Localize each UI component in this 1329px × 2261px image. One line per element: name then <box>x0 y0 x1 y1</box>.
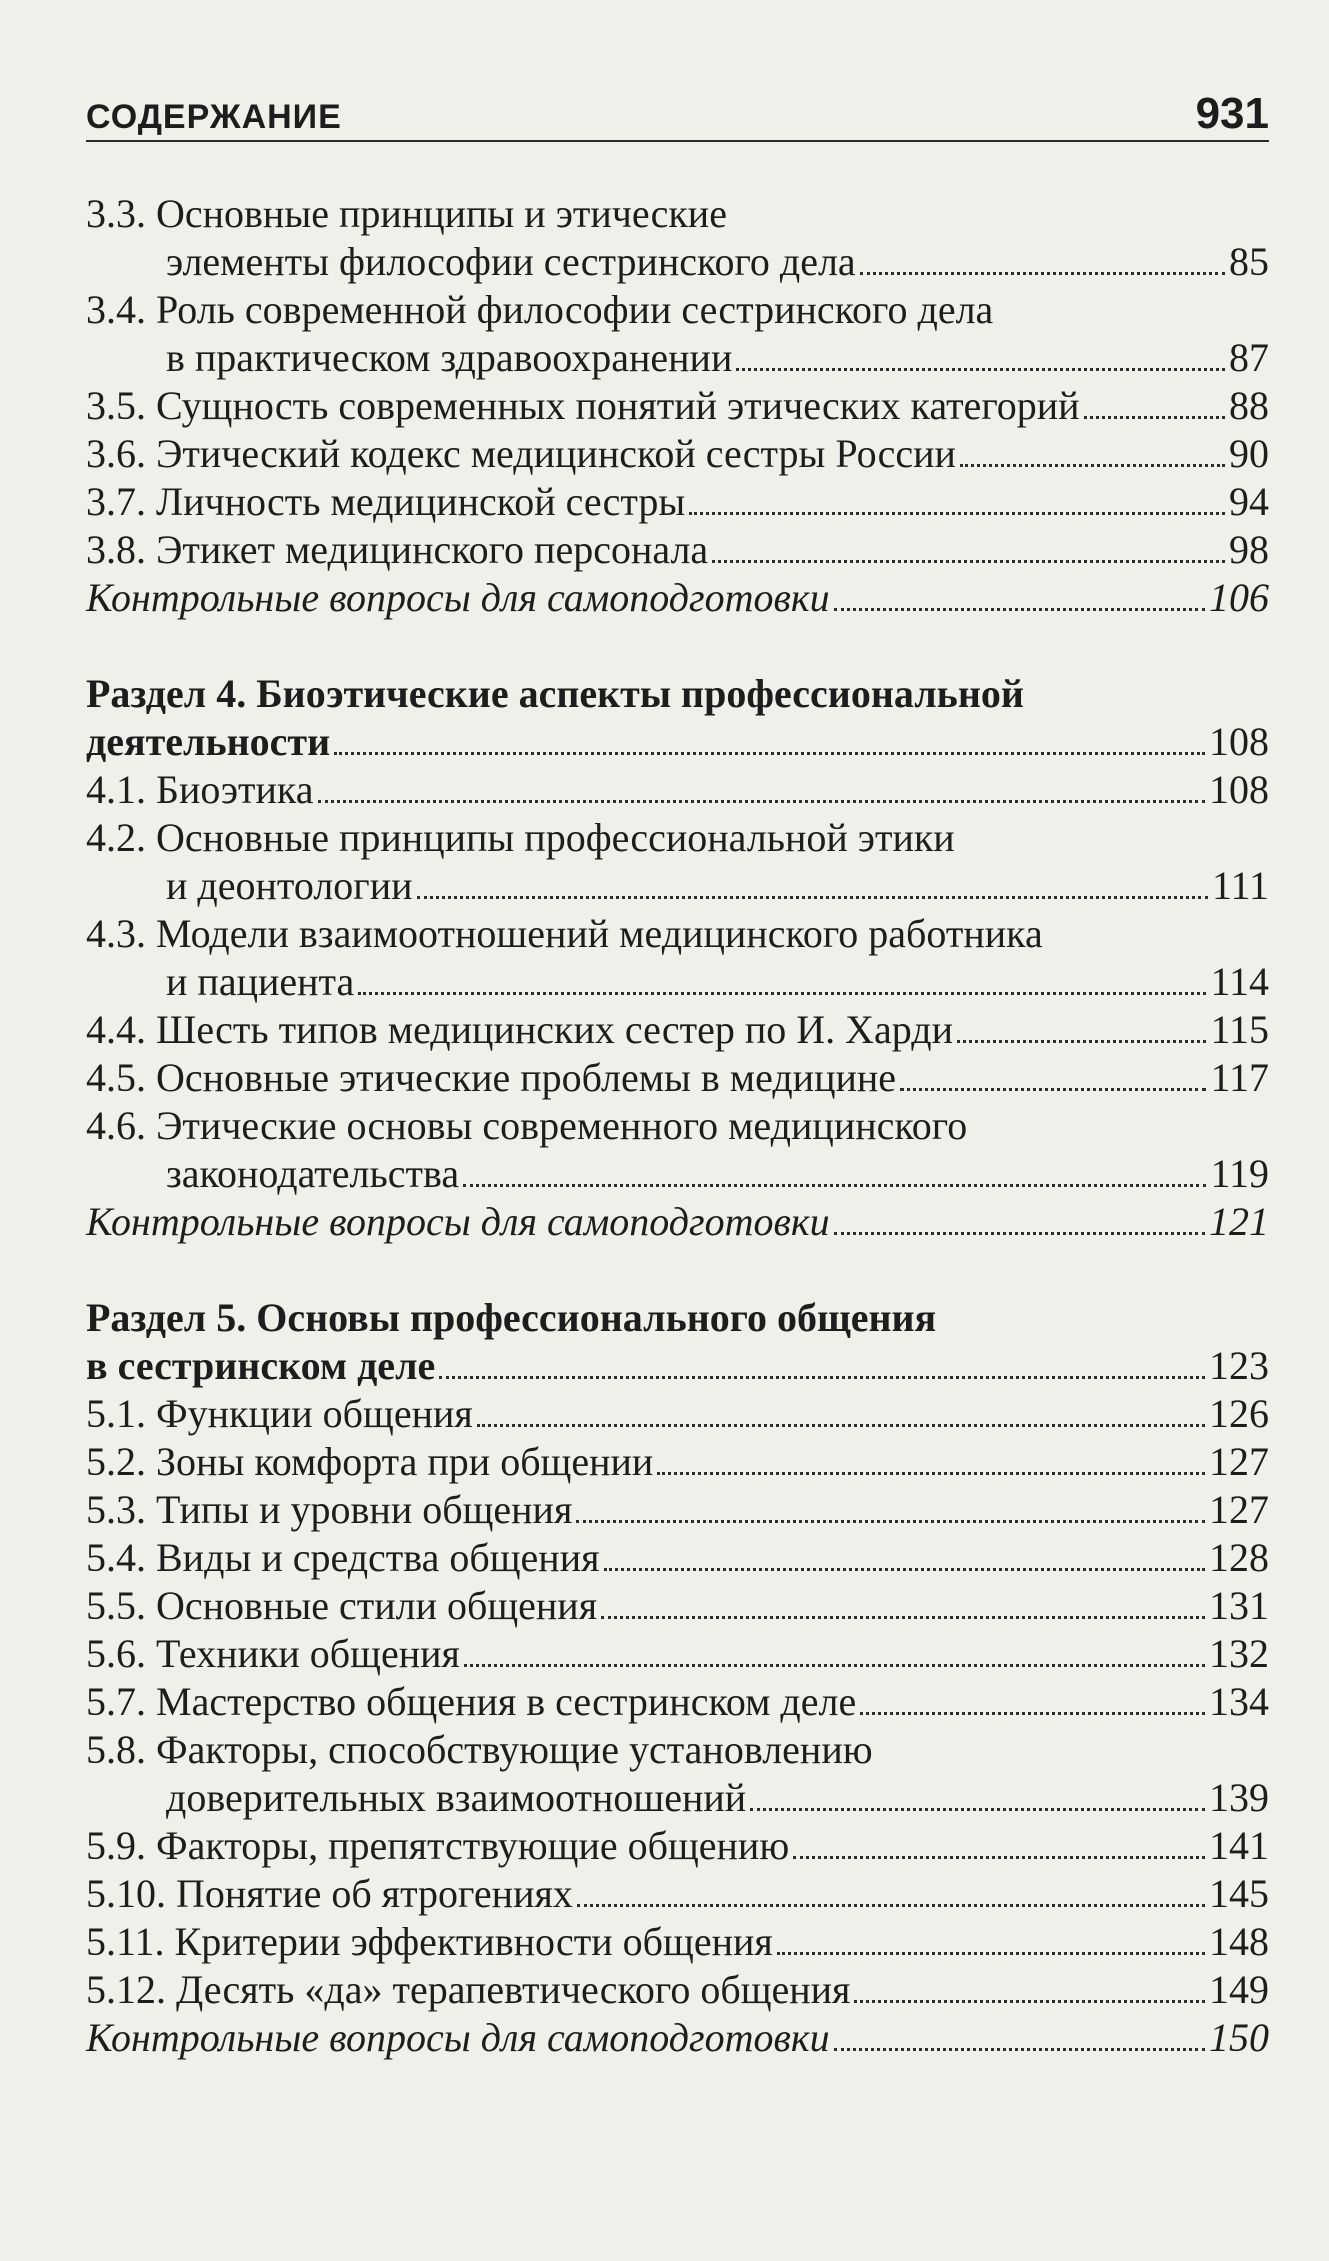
toc-entry-title: Контрольные вопросы для самоподготовки <box>86 575 830 620</box>
toc-entry-title: 5.10. Понятие об ятрогениях <box>86 1871 573 1916</box>
leader-dots <box>1084 416 1225 419</box>
leader-dots <box>318 800 1206 803</box>
toc-entry-title: 5.8. Факторы, способствующие установлению <box>86 1727 873 1772</box>
toc-entry-page: 131 <box>1209 1583 1269 1628</box>
toc-entry-page: 132 <box>1209 1631 1269 1676</box>
leader-dots <box>854 2000 1205 2003</box>
toc-entry[interactable] <box>86 478 1269 526</box>
toc-entry-title: 5.2. Зоны комфорта при общении <box>86 1439 654 1484</box>
toc-entry-title: 5.7. Мастерство общения в сестринском деле <box>86 1679 857 1724</box>
toc-entry[interactable] <box>86 1486 1269 1534</box>
toc-entry-title: 5.9. Факторы, препятствующие общению <box>86 1823 790 1868</box>
toc-entry[interactable] <box>86 910 1269 1006</box>
toc-entry-page: 111 <box>1211 863 1269 908</box>
leader-dots <box>793 1856 1205 1859</box>
leader-dots <box>750 1808 1205 1811</box>
toc-entry-title-cont: законодательства <box>166 1151 460 1196</box>
leader-dots <box>477 1424 1205 1427</box>
toc-entry-page: 145 <box>1209 1871 1269 1916</box>
leader-dots <box>957 1040 1206 1043</box>
section-heading-title: Раздел 4. Биоэтические аспекты профессиональной <box>86 671 1024 716</box>
toc-entry[interactable] <box>86 1966 1269 2014</box>
toc-entry-questions[interactable] <box>86 1198 1269 1246</box>
toc-entry-title-cont: в практическом здравоохранении <box>166 335 733 380</box>
toc-entry-title: 5.12. Десять «да» терапевтического общения <box>86 1967 851 2012</box>
toc-entry[interactable] <box>86 1822 1269 1870</box>
toc-entry-page: 123 <box>1209 1343 1269 1388</box>
toc-entry-title: 4.5. Основные этические проблемы в медицине <box>86 1055 897 1100</box>
toc-entry-title: 4.6. Этические основы современного медицинского <box>86 1103 968 1148</box>
leader-dots <box>439 1376 1205 1379</box>
toc-entry[interactable] <box>86 1054 1269 1102</box>
toc-entry-page: 108 <box>1209 767 1269 812</box>
section-heading-title: Раздел 5. Основы профессионального общения <box>86 1295 937 1340</box>
leader-dots <box>576 1520 1205 1523</box>
leader-dots <box>463 1184 1206 1187</box>
leader-dots <box>417 896 1208 899</box>
toc-entry[interactable] <box>86 286 1269 382</box>
toc-entry[interactable] <box>86 1582 1269 1630</box>
leader-dots <box>860 1712 1205 1715</box>
toc-entry-questions[interactable] <box>86 2014 1269 2062</box>
toc-entry-title: 4.3. Модели взаимоотношений медицинского работника <box>86 911 1043 956</box>
toc-entry-page: 149 <box>1209 1967 1269 2012</box>
toc-entry[interactable] <box>86 526 1269 574</box>
toc-entry-page: 126 <box>1209 1391 1269 1436</box>
toc-entry-page: 108 <box>1209 719 1269 764</box>
section-spacer <box>86 622 1269 670</box>
toc-entry[interactable] <box>86 430 1269 478</box>
toc-entry[interactable] <box>86 1870 1269 1918</box>
toc-entry-title-cont: и деонтологии <box>166 863 413 908</box>
leader-dots <box>834 1232 1205 1235</box>
toc-entry-title: 3.4. Роль современной философии сестринского дела <box>86 287 994 332</box>
toc-entry-title-cont: доверительных взаимоотношений <box>166 1775 747 1820</box>
leader-dots <box>860 272 1225 275</box>
toc-entry-page: 127 <box>1209 1439 1269 1484</box>
toc-entry-page: 90 <box>1229 431 1269 476</box>
leader-dots <box>464 1664 1205 1667</box>
section-heading-title-cont: деятельности <box>86 719 331 764</box>
toc-entry-title: 3.5. Сущность современных понятий этических категорий <box>86 383 1080 428</box>
page-number: 931 <box>1195 89 1269 138</box>
toc-entry-page: 87 <box>1229 335 1269 380</box>
toc-entry-title: 4.4. Шесть типов медицинских сестер по И. Харди <box>86 1007 954 1052</box>
toc-entry-title: 4.2. Основные принципы профессиональной этики <box>86 815 955 860</box>
leader-dots <box>577 1904 1205 1907</box>
toc-entry-title: 5.11. Критерии эффективности общения <box>86 1919 773 1964</box>
toc-entry[interactable] <box>86 1006 1269 1054</box>
toc-entry-title: Контрольные вопросы для самоподготовки <box>86 1199 830 1244</box>
toc-entry-page: 94 <box>1229 479 1269 524</box>
running-header <box>86 88 1269 138</box>
toc-entry-title: 3.6. Этический кодекс медицинской сестры России <box>86 431 956 476</box>
leader-dots <box>604 1568 1205 1571</box>
toc-entry-title-cont: элементы философии сестринского дела <box>166 239 856 284</box>
section-heading-title-cont: в сестринском деле <box>86 1343 436 1388</box>
toc-entry[interactable] <box>86 382 1269 430</box>
section-heading[interactable] <box>86 1294 1269 1390</box>
leader-dots <box>736 368 1225 371</box>
toc-entry[interactable] <box>86 190 1269 286</box>
toc-entry-title: 5.5. Основные стили общения <box>86 1583 598 1628</box>
toc-entry[interactable] <box>86 1630 1269 1678</box>
leader-dots <box>358 992 1206 995</box>
toc-entry[interactable] <box>86 1678 1269 1726</box>
toc-entry-title: 5.6. Техники общения <box>86 1631 460 1676</box>
running-header-title: СОДЕРЖАНИЕ <box>86 98 342 136</box>
toc-entry-page: 141 <box>1209 1823 1269 1868</box>
toc-entry-page: 85 <box>1229 239 1269 284</box>
toc-entry[interactable] <box>86 766 1269 814</box>
toc-entry-title: 3.3. Основные принципы и этические <box>86 191 727 236</box>
section-heading[interactable] <box>86 670 1269 766</box>
leader-dots <box>712 560 1225 563</box>
toc-entry-page: 114 <box>1210 959 1269 1004</box>
toc-entry-page: 121 <box>1209 1199 1269 1244</box>
toc-entry-page: 106 <box>1209 575 1269 620</box>
toc-entry-title: 5.1. Функции общения <box>86 1391 473 1436</box>
toc-entry-page: 98 <box>1229 527 1269 572</box>
leader-dots <box>834 2048 1205 2051</box>
toc-entry-title: 3.7. Личность медицинской сестры <box>86 479 686 524</box>
toc-entry-page: 134 <box>1209 1679 1269 1724</box>
toc-entry[interactable] <box>86 1726 1269 1822</box>
toc-entry-title: 5.4. Виды и средства общения <box>86 1535 600 1580</box>
toc-entry-page: 115 <box>1210 1007 1269 1052</box>
table-of-contents <box>86 190 1269 2062</box>
leader-dots <box>601 1616 1205 1619</box>
toc-entry-questions[interactable] <box>86 574 1269 622</box>
toc-entry-title: Контрольные вопросы для самоподготовки <box>86 2015 830 2060</box>
toc-entry[interactable] <box>86 1102 1269 1198</box>
toc-entry-page: 127 <box>1209 1487 1269 1532</box>
toc-entry[interactable] <box>86 1438 1269 1486</box>
toc-entry-title: 4.1. Биоэтика <box>86 767 314 812</box>
leader-dots <box>960 464 1225 467</box>
leader-dots <box>657 1472 1205 1475</box>
toc-entry-page: 148 <box>1209 1919 1269 1964</box>
toc-entry-title: 5.3. Типы и уровни общения <box>86 1487 573 1532</box>
section-spacer <box>86 1246 1269 1294</box>
toc-entry-page: 88 <box>1229 383 1269 428</box>
toc-entry-page: 139 <box>1209 1775 1269 1820</box>
toc-entry[interactable] <box>86 814 1269 910</box>
leader-dots <box>689 512 1225 515</box>
toc-entry-title: 3.8. Этикет медицинского персонала <box>86 527 709 572</box>
toc-entry-page: 119 <box>1210 1151 1269 1196</box>
toc-entry[interactable] <box>86 1390 1269 1438</box>
header-rule <box>86 140 1269 142</box>
toc-entry-page: 117 <box>1210 1055 1269 1100</box>
leader-dots <box>900 1088 1206 1091</box>
toc-entry[interactable] <box>86 1918 1269 1966</box>
toc-entry-page: 150 <box>1209 2015 1269 2060</box>
leader-dots <box>834 608 1205 611</box>
toc-entry-page: 128 <box>1209 1535 1269 1580</box>
toc-entry-title-cont: и пациента <box>166 959 355 1004</box>
leader-dots <box>334 752 1205 755</box>
toc-entry[interactable] <box>86 1534 1269 1582</box>
leader-dots <box>777 1952 1205 1955</box>
